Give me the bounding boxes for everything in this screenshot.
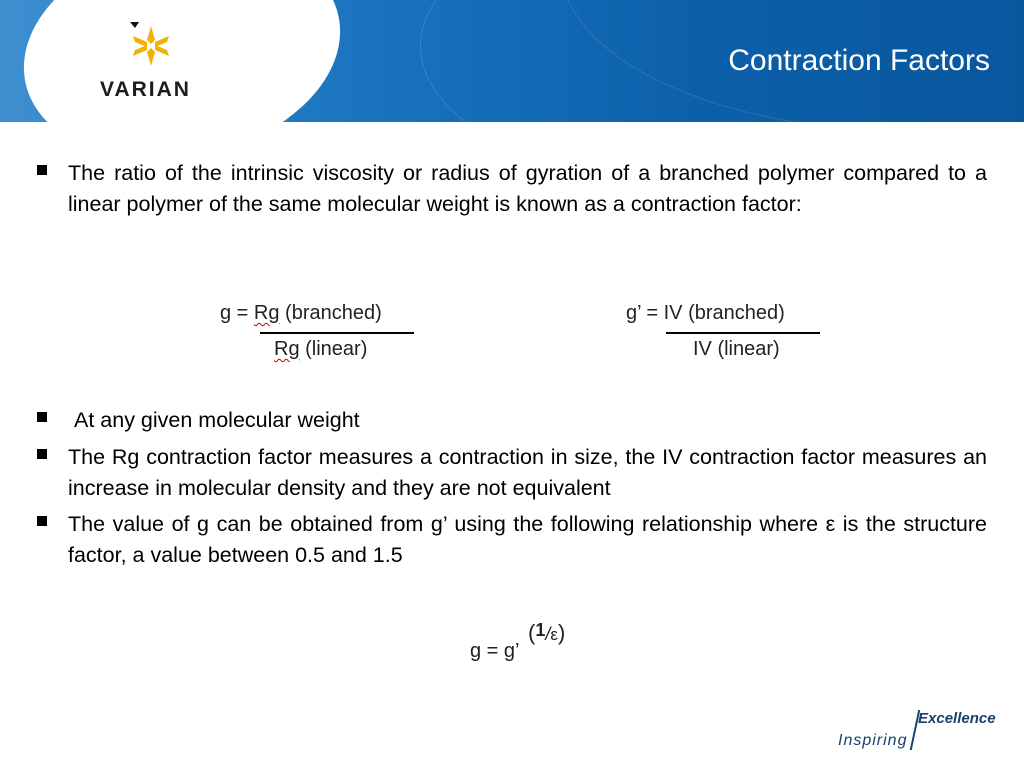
fraction-bar xyxy=(260,332,414,334)
formula-g-denominator xyxy=(274,338,367,361)
header-band xyxy=(0,0,1024,122)
bullet-item xyxy=(37,405,987,436)
bullet-text: The value of g can be obtained from g’ using the following relationship where ε is the structure factor, a value between 0.5 and 1.5 xyxy=(68,512,987,567)
formula-g-numerator xyxy=(220,302,382,325)
formula-text: 1 xyxy=(535,620,546,640)
formula-text: g = xyxy=(220,302,254,324)
varian-star-icon xyxy=(125,20,177,72)
formula-text: / xyxy=(545,624,551,644)
bullet-item xyxy=(37,509,987,571)
slide-title: Contraction Factors xyxy=(728,44,990,77)
bullet-text: The Rg contraction factor measures a contraction in size, the IV contraction factor measures an increase in molecular density and they are not equivalent xyxy=(68,445,987,500)
formula-text: ε xyxy=(550,625,558,644)
formula-text: (branched) xyxy=(279,302,382,324)
bullet-square-icon xyxy=(37,165,47,175)
formula-text: (linear) xyxy=(299,338,368,360)
bullet-item xyxy=(37,442,987,504)
bullet-square-icon xyxy=(37,516,47,526)
formula-gprime-numerator: g’ = IV (branched) xyxy=(626,302,785,324)
bullet-square-icon xyxy=(37,412,47,422)
formula-gprime-denominator: IV (linear) xyxy=(693,338,780,360)
formula-text: ( xyxy=(528,620,536,645)
formula-relationship xyxy=(470,640,519,663)
logo-wordmark: VARIAN xyxy=(100,78,191,101)
fraction-bar xyxy=(666,332,820,334)
bullet-square-icon xyxy=(37,449,47,459)
footer-tagline xyxy=(838,710,1008,750)
bullet-text: At any given molecular weight xyxy=(74,408,360,432)
formula-text: Rg xyxy=(253,302,280,324)
formula-text: g = g’ xyxy=(470,640,520,662)
formula-exponent xyxy=(528,620,565,646)
formula-text: ) xyxy=(557,620,566,645)
bullet-text: The ratio of the intrinsic viscosity or radius of gyration of a branched polymer compared to a linear polymer of the same molecular weight is known as a contraction factor: xyxy=(68,161,987,216)
formula-text: Rg xyxy=(274,338,300,360)
tagline-inspiring: Inspiring xyxy=(838,732,908,749)
bullet-item xyxy=(37,158,987,220)
tagline-excellence: Excellence xyxy=(918,710,996,727)
